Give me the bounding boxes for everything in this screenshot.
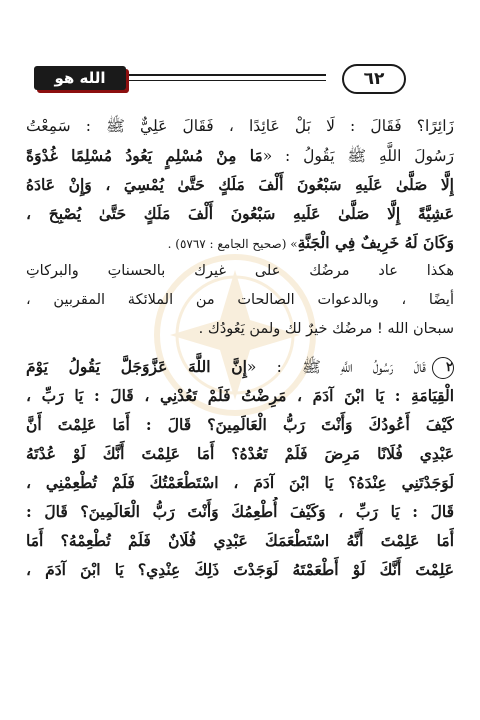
citation: » (صحيح الجامع : ٥٧٦٧) . xyxy=(167,237,298,251)
page-number: ٦٢ xyxy=(342,64,406,94)
hadith-number-badge: ٢ xyxy=(432,357,454,379)
text-line: ٢قَالَ رَسُولُ اللَّهِ ﷺ : «إِنَّ اللَّهَ عَزَّوَجَلَّ يَقُولُ يَوْمَ xyxy=(26,352,454,381)
page-body xyxy=(26,112,454,584)
text-line: زَائِرًا؟ فَقَالَ : لَا بَلْ عَائِدًا ، فَقَالَ عَلِيٌّ ﷺ : سَمِعْتُ xyxy=(26,117,454,135)
text-line: وَكَانَ لَهُ خَرِيفٌ فِي الْجَنَّةِ» (صحيح الجامع : ٥٧٦٧) . xyxy=(167,233,454,252)
header-rule xyxy=(122,74,326,76)
text-line: سبحان الله ! مرضُك خيرٌ لك ولمن يَعُودُك . xyxy=(198,321,454,337)
text-line: كَيْفَ أَعُودُكَ وَأَنْتَ رَبُّ الْعَالَمِينَ؟ قَالَ : أَمَا عَلِمْتَ أَنَّ xyxy=(26,415,454,434)
running-title: الله هو الطبيب xyxy=(34,66,126,90)
text-line: هكذا عاد مرضُك على غيرك بالحسناتِ والبركاتِ xyxy=(26,263,454,279)
text-line: أَمَا عَلِمْتَ أَنَّهُ اسْتَطْعَمَكَ عَبْدِي فُلَانٌ فَلَمْ تُطْعِمْهُ؟ أَمَا xyxy=(26,531,454,550)
text-line: رَسُولَ اللَّهِ ﷺ يَقُولُ : «مَا مِنْ مُسْلِمٍ يَعُودُ مُسْلِمًا غُدْوَةً xyxy=(26,146,454,165)
text-line: عَبْدِي فُلَانًا مَرِضَ فَلَمْ تَعُدْهُ؟ أَمَا عَلِمْتَ أَنَّكَ لَوْ عُدْتَهُ xyxy=(26,444,454,463)
text-line: عَشِيَّةً إِلَّا صَلَّىٰ عَلَيهِ سَبْعُونَ أَلْفَ مَلَكٍ حَتَّىٰ يُصْبِحَ ، xyxy=(26,204,454,223)
text-line: الْقِيَامَةِ : يَا ابْنَ آدَمَ ، مَرِضْتُ فَلَمْ تَعُدْنِي ، قَالَ : يَا رَبِّ ، xyxy=(26,386,454,405)
header-rule-thin xyxy=(122,80,326,81)
text-line: أيضًا ، وبالدعوات الصالحات من الملائكة المقربين ، xyxy=(26,292,454,308)
text-line: عَلِمْتَ أَنَّكَ لَوْ أَطْعَمْتَهُ لَوَجَدْتَ ذَلِكَ عِنْدِي؟ يَا ابْنَ آدَمَ ، xyxy=(26,560,454,579)
page-header xyxy=(26,62,456,111)
text-line: قَالَ : يَا رَبِّ ، وَكَيْفَ أُطْعِمُكَ وَأَنْتَ رَبُّ الْعَالَمِينَ؟ قَالَ : xyxy=(26,502,454,521)
text-line: إِلَّا صَلَّىٰ عَلَيهِ سَبْعُونَ أَلْفَ مَلَكٍ حَتَّىٰ يُمْسِيَ ، وَإِنْ عَادَهُ xyxy=(26,175,454,194)
text-line: لَوَجَدْتَنِي عِنْدَهُ؟ يَا ابْنَ آدَمَ ، اسْتَطْعَمْتُكَ فَلَمْ تُطْعِمْنِي ، xyxy=(26,473,454,492)
